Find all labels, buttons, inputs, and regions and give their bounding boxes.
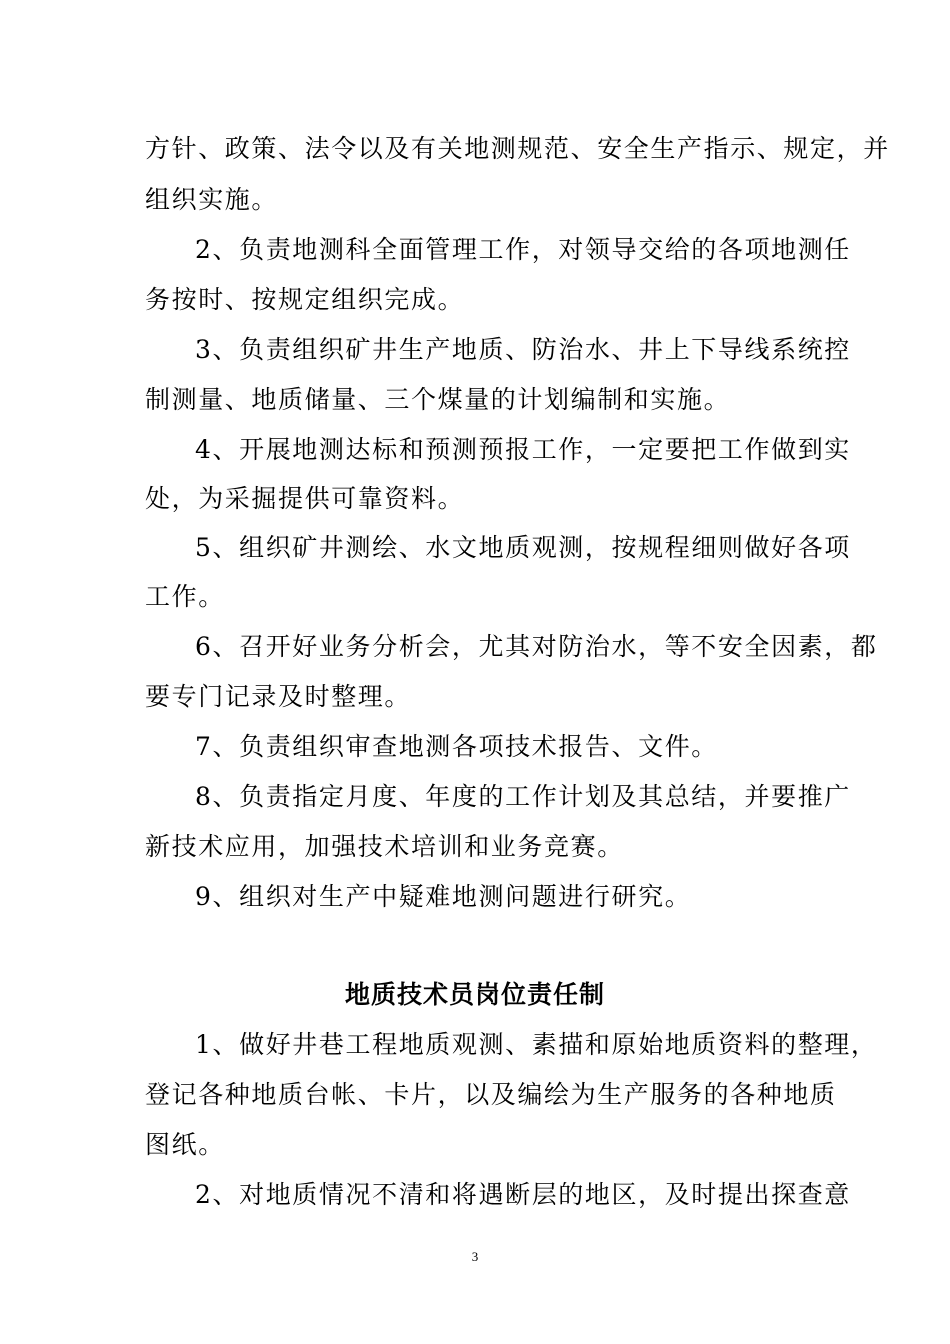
page-number: 3: [471, 1249, 479, 1264]
paragraph-line: 3、负责组织矿井生产地质、防治水、井上下导线系统控: [195, 335, 851, 364]
paragraph-line: 处，为采掘提供可靠资料。: [145, 484, 465, 513]
paragraph-line: 要专门记录及时整理。: [145, 682, 412, 711]
paragraph-line: 组织实施。: [145, 185, 279, 214]
paragraph-line: 工作。: [145, 582, 225, 611]
paragraph-line: 方针、政策、法令以及有关地测规范、安全生产指示、规定，并: [145, 134, 890, 163]
paragraph-line: 2、对地质情况不清和将遇断层的地区，及时提出探查意: [195, 1180, 851, 1209]
paragraph-line: 2、负责地测科全面管理工作，对领导交给的各项地测任: [195, 235, 851, 264]
paragraph-line: 1、做好井巷工程地质观测、素描和原始地质资料的整理，: [195, 1030, 878, 1059]
section-heading: 地质技术员岗位责任制: [344, 980, 605, 1009]
paragraph-line: 登记各种地质台帐、卡片，以及编绘为生产服务的各种地质: [145, 1080, 837, 1109]
paragraph-line: 7、负责组织审查地测各项技术报告、文件。: [195, 732, 718, 761]
paragraph-line: 6、召开好业务分析会，尤其对防治水，等不安全因素，都: [195, 632, 878, 661]
paragraph-line: 4、开展地测达标和预测预报工作，一定要把工作做到实: [195, 435, 851, 464]
paragraph-line: 新技术应用，加强技术培训和业务竞赛。: [145, 832, 624, 861]
paragraph-line: 8、负责指定月度、年度的工作计划及其总结，并要推广: [195, 782, 851, 811]
paragraph-line: 制测量、地质储量、三个煤量的计划编制和实施。: [145, 385, 731, 414]
paragraph-line: 图纸。: [145, 1130, 225, 1159]
paragraph-line: 务按时、按规定组织完成。: [145, 285, 465, 314]
paragraph-line: 9、组织对生产中疑难地测问题进行研究。: [195, 882, 692, 911]
paragraph-line: 5、组织矿井测绘、水文地质观测，按规程细则做好各项: [195, 533, 851, 562]
